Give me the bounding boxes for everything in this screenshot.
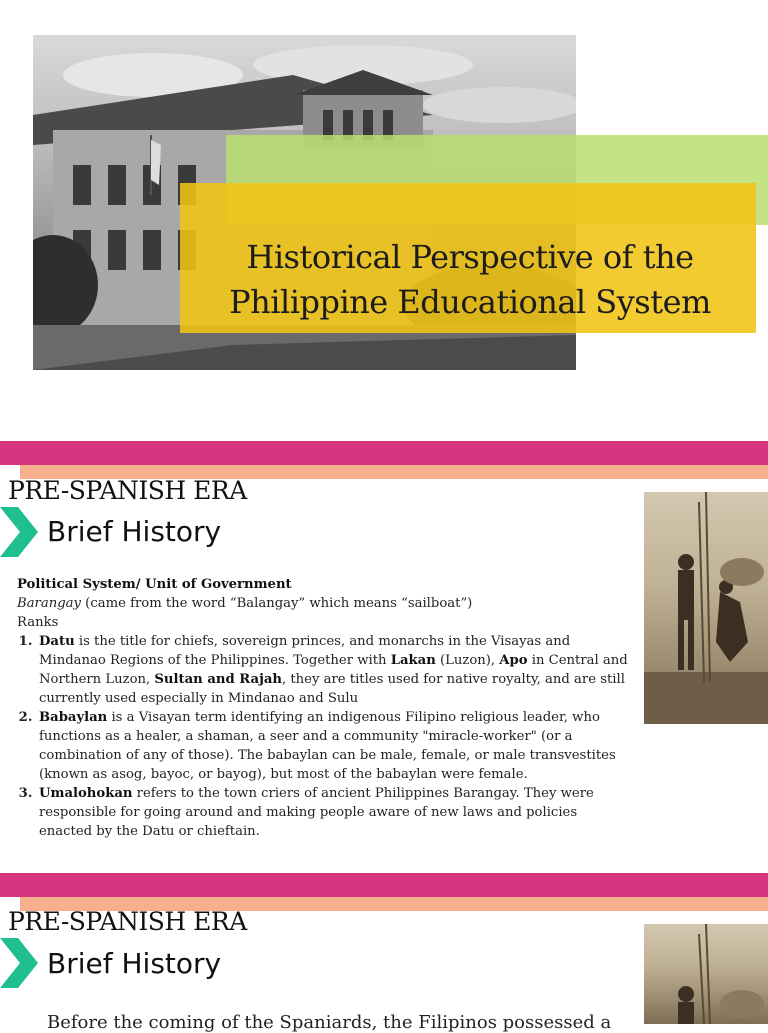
rank-item xyxy=(37,708,629,784)
political-system-heading: Political System/ Unit of Government xyxy=(17,577,292,592)
rank-text: is the title for chiefs, sovereign princes, and monarchs in the Visayas and Mindanao Regions of the Philippines. Together with xyxy=(39,634,571,668)
rank-term-datu: Datu xyxy=(39,634,75,649)
rank-term-lakan: Lakan xyxy=(390,653,436,668)
rank-text: , they are titles used for native royalty, and are still currently used especially in Mindanao and Sulu xyxy=(39,672,625,706)
title-slide xyxy=(0,0,768,440)
slide-divider-pink xyxy=(0,873,768,897)
chevron-right-icon xyxy=(0,938,40,988)
rank-term-apo: Apo xyxy=(499,653,528,668)
tribal-people-photo xyxy=(644,924,768,1024)
rank-text: in Central and Northern Luzon, xyxy=(39,653,628,687)
rank-text: refers to the town criers of ancient Philippines Barangay. They were responsible for going around and making people aware of new laws and policies enacted by the Datu or chieftain. xyxy=(39,786,594,839)
era-heading: PRE-SPANISH ERA xyxy=(8,476,247,505)
rank-term-umalohokan: Umalohokan xyxy=(39,786,133,801)
brief-history-subtitle: Brief History xyxy=(47,515,222,548)
rank-text: is a Visayan term identifying an indigenous Filipino religious leader, who functions as a healer, a shaman, a seer and a community "miracle-worker" (or a combination of any of those). The babaylan can be male, female, or male transvestites (known as asog, bayoc, or bayog), but most of the babaylan were female. xyxy=(39,710,616,782)
barangay-term: Barangay xyxy=(17,596,81,611)
rank-term-sultan-rajah: Sultan and Rajah xyxy=(154,672,282,687)
rank-item xyxy=(37,784,629,841)
slide-body-partial: Before the coming of the Spaniards, the Filipinos possessed a xyxy=(47,1012,612,1033)
title-line-2: Philippine Educational System xyxy=(229,283,711,321)
ranks-list xyxy=(17,632,629,841)
rank-text: (Luzon), xyxy=(435,653,500,668)
barangay-line xyxy=(17,594,629,613)
tribal-illustration xyxy=(644,492,768,724)
barangay-definition: (came from the word “Balangay” which means “sailboat”) xyxy=(85,596,473,611)
slide-divider-pink xyxy=(0,441,768,465)
ranks-label: Ranks xyxy=(17,615,59,630)
chevron-right-icon xyxy=(0,507,40,557)
tribal-people-photo xyxy=(644,492,768,724)
rank-item xyxy=(37,632,629,708)
rank-term-babaylan: Babaylan xyxy=(39,710,108,725)
tribal-illustration xyxy=(644,924,768,1024)
slide-body xyxy=(17,575,629,841)
brief-history-subtitle: Brief History xyxy=(47,947,222,980)
era-heading: PRE-SPANISH ERA xyxy=(8,907,247,936)
title-line-1: Historical Perspective of the xyxy=(246,238,694,276)
slide-title xyxy=(190,235,750,325)
